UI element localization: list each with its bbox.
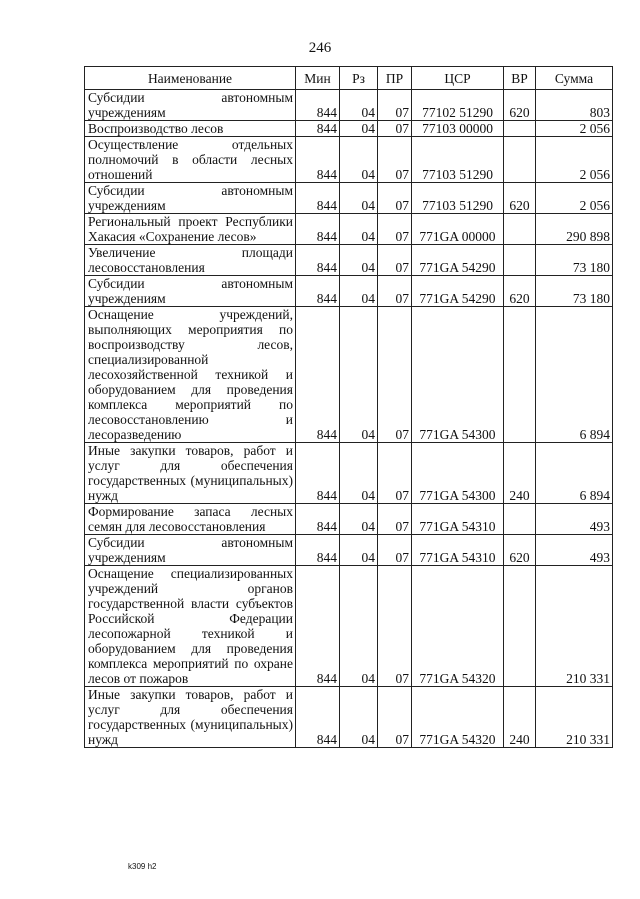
row-pr: 07 bbox=[378, 504, 412, 535]
row-vr bbox=[504, 137, 536, 183]
table-row bbox=[85, 214, 613, 245]
row-pr: 07 bbox=[378, 183, 412, 214]
table-row bbox=[85, 443, 613, 504]
row-pr: 07 bbox=[378, 276, 412, 307]
row-name: Субсидии автономным учреждениям bbox=[85, 90, 296, 121]
table-row bbox=[85, 121, 613, 137]
row-csr: 771GA 54300 bbox=[412, 307, 504, 443]
row-vr bbox=[504, 307, 536, 443]
row-sum: 210 331 bbox=[536, 687, 613, 748]
row-vr bbox=[504, 214, 536, 245]
row-csr: 771GA 54320 bbox=[412, 566, 504, 687]
header-rz: Рз bbox=[340, 67, 378, 90]
row-rz: 04 bbox=[340, 245, 378, 276]
header-min: Мин bbox=[296, 67, 340, 90]
row-name: Субсидии автономным учреждениям bbox=[85, 276, 296, 307]
row-csr: 771GA 54290 bbox=[412, 276, 504, 307]
row-pr: 07 bbox=[378, 687, 412, 748]
row-csr: 77103 51290 bbox=[412, 137, 504, 183]
table-row bbox=[85, 687, 613, 748]
row-csr: 77103 00000 bbox=[412, 121, 504, 137]
row-vr bbox=[504, 245, 536, 276]
page-number: 246 bbox=[308, 40, 332, 56]
row-min: 844 bbox=[296, 90, 340, 121]
row-pr: 07 bbox=[378, 566, 412, 687]
row-name: Воспроизводство лесов bbox=[85, 121, 296, 137]
header-name: Наименование bbox=[85, 67, 296, 90]
row-rz: 04 bbox=[340, 137, 378, 183]
row-vr: 240 bbox=[504, 443, 536, 504]
row-name: Формирование запаса лесных семян для лесовосстановления bbox=[85, 504, 296, 535]
table-row bbox=[85, 245, 613, 276]
row-csr: 771GA 54310 bbox=[412, 504, 504, 535]
row-rz: 04 bbox=[340, 276, 378, 307]
row-rz: 04 bbox=[340, 687, 378, 748]
table-row bbox=[85, 276, 613, 307]
row-sum: 73 180 bbox=[536, 245, 613, 276]
row-sum: 2 056 bbox=[536, 137, 613, 183]
row-rz: 04 bbox=[340, 504, 378, 535]
header-sum: Сумма bbox=[536, 67, 613, 90]
row-min: 844 bbox=[296, 687, 340, 748]
budget-table bbox=[84, 66, 613, 748]
row-name: Оснащение специализированных учреждений органов государственной власти субъектов Российской Федерации лесопожарной техникой и оборудованием для проведения комплекса мероприятий по охране лесов от пожаров bbox=[85, 566, 296, 687]
row-pr: 07 bbox=[378, 121, 412, 137]
row-rz: 04 bbox=[340, 121, 378, 137]
row-sum: 493 bbox=[536, 535, 613, 566]
row-rz: 04 bbox=[340, 214, 378, 245]
row-rz: 04 bbox=[340, 307, 378, 443]
row-pr: 07 bbox=[378, 137, 412, 183]
row-name: Увеличение площади лесовосстановления bbox=[85, 245, 296, 276]
row-pr: 07 bbox=[378, 245, 412, 276]
row-pr: 07 bbox=[378, 443, 412, 504]
row-sum: 2 056 bbox=[536, 183, 613, 214]
row-csr: 771GA 54300 bbox=[412, 443, 504, 504]
row-vr: 240 bbox=[504, 687, 536, 748]
row-csr: 77102 51290 bbox=[412, 90, 504, 121]
row-rz: 04 bbox=[340, 443, 378, 504]
row-min: 844 bbox=[296, 535, 340, 566]
row-min: 844 bbox=[296, 307, 340, 443]
row-pr: 07 bbox=[378, 90, 412, 121]
row-min: 844 bbox=[296, 214, 340, 245]
row-sum: 210 331 bbox=[536, 566, 613, 687]
row-rz: 04 bbox=[340, 183, 378, 214]
row-sum: 6 894 bbox=[536, 307, 613, 443]
row-min: 844 bbox=[296, 245, 340, 276]
table-row bbox=[85, 90, 613, 121]
row-csr: 771GA 00000 bbox=[412, 214, 504, 245]
row-min: 844 bbox=[296, 183, 340, 214]
row-sum: 73 180 bbox=[536, 276, 613, 307]
row-name: Субсидии автономным учреждениям bbox=[85, 535, 296, 566]
table-header-row bbox=[85, 67, 613, 90]
header-csr: ЦСР bbox=[412, 67, 504, 90]
row-min: 844 bbox=[296, 443, 340, 504]
row-rz: 04 bbox=[340, 90, 378, 121]
table-row bbox=[85, 307, 613, 443]
footer-code: k309 h2 bbox=[128, 862, 157, 871]
header-vr: ВР bbox=[504, 67, 536, 90]
row-vr: 620 bbox=[504, 90, 536, 121]
row-min: 844 bbox=[296, 504, 340, 535]
table-row bbox=[85, 566, 613, 687]
table-row bbox=[85, 504, 613, 535]
row-min: 844 bbox=[296, 121, 340, 137]
row-vr: 620 bbox=[504, 183, 536, 214]
row-csr: 771GA 54320 bbox=[412, 687, 504, 748]
row-pr: 07 bbox=[378, 214, 412, 245]
row-name: Иные закупки товаров, работ и услуг для обеспечения государственных (муниципальных) нужд bbox=[85, 443, 296, 504]
row-sum: 2 056 bbox=[536, 121, 613, 137]
row-min: 844 bbox=[296, 276, 340, 307]
row-vr: 620 bbox=[504, 535, 536, 566]
row-name: Субсидии автономным учреждениям bbox=[85, 183, 296, 214]
row-name: Осуществление отдельных полномочий в области лесных отношений bbox=[85, 137, 296, 183]
row-vr bbox=[504, 121, 536, 137]
row-pr: 07 bbox=[378, 535, 412, 566]
row-csr: 771GA 54310 bbox=[412, 535, 504, 566]
header-pr: ПР bbox=[378, 67, 412, 90]
row-min: 844 bbox=[296, 566, 340, 687]
row-min: 844 bbox=[296, 137, 340, 183]
row-name: Региональный проект Республики Хакасия «Сохранение лесов» bbox=[85, 214, 296, 245]
row-sum: 290 898 bbox=[536, 214, 613, 245]
row-rz: 04 bbox=[340, 535, 378, 566]
row-pr: 07 bbox=[378, 307, 412, 443]
row-rz: 04 bbox=[340, 566, 378, 687]
row-name: Иные закупки товаров, работ и услуг для обеспечения государственных (муниципальных) нужд bbox=[85, 687, 296, 748]
row-sum: 6 894 bbox=[536, 443, 613, 504]
row-sum: 493 bbox=[536, 504, 613, 535]
row-name: Оснащение учреждений, выполняющих мероприятия по воспроизводству лесов, специализированной лесохозяйственной техникой и оборудованием для проведения комплекса мероприятий по лесовосстановлению и лесоразведению bbox=[85, 307, 296, 443]
table-row bbox=[85, 183, 613, 214]
row-vr bbox=[504, 504, 536, 535]
table-row bbox=[85, 137, 613, 183]
row-vr: 620 bbox=[504, 276, 536, 307]
row-vr bbox=[504, 566, 536, 687]
row-sum: 803 bbox=[536, 90, 613, 121]
row-csr: 77103 51290 bbox=[412, 183, 504, 214]
table-row bbox=[85, 535, 613, 566]
row-csr: 771GA 54290 bbox=[412, 245, 504, 276]
